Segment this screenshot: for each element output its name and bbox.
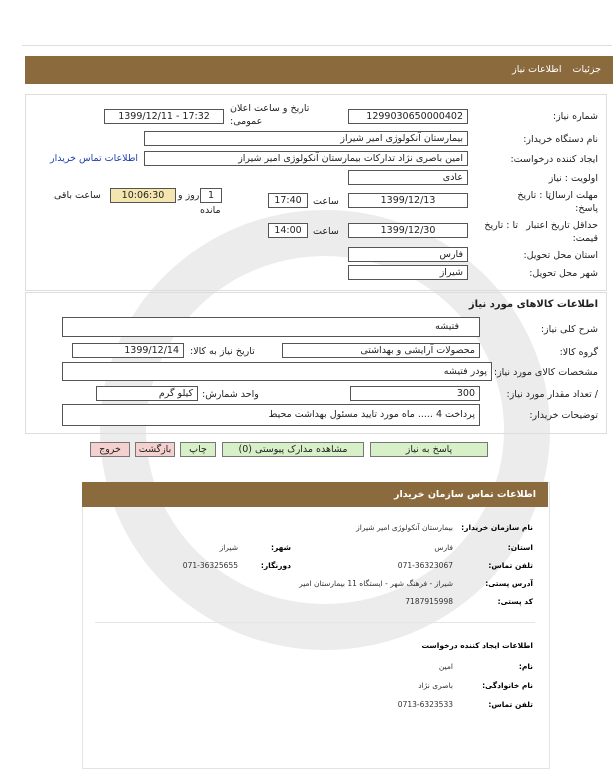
buyer-notes-field: پرداخت 4 ..... ماه مورد تایید مسئول بهداشت محیط	[62, 404, 480, 426]
card-city-value: شیراز	[219, 543, 238, 552]
exit-button[interactable]: خروج	[90, 442, 130, 457]
creator-phone-value: 0713-6323533	[397, 700, 453, 709]
city-label: شهر محل تحویل:	[529, 268, 598, 279]
print-button[interactable]: چاپ	[180, 442, 216, 457]
card-fax-label: دورنگار:	[260, 561, 291, 570]
card-province-value: فارس	[434, 543, 453, 552]
org-value: بیمارستان آنکولوژی امیر شیراز	[356, 523, 453, 532]
validity-time-field: 14:00	[268, 223, 308, 238]
breadcrumb-parent[interactable]: جزئیات	[572, 64, 601, 75]
card-address-label: آدرس پستی:	[485, 579, 533, 588]
buyer-notes-label: توضیحات خریدار:	[529, 410, 598, 421]
need-number-field: 1299030650000402	[348, 109, 468, 124]
validity-date-field: 1399/12/30	[348, 223, 468, 238]
top-rule	[22, 45, 612, 46]
priority-field: عادی	[348, 170, 468, 185]
breadcrumb-separator	[562, 64, 570, 75]
deadline-time-label: ساعت	[313, 196, 339, 207]
creator-name-value: امین	[438, 662, 453, 671]
contact-card-header	[82, 482, 548, 507]
buyer-org-field: بیمارستان آنکولوژی امیر شیراز	[144, 131, 468, 146]
breadcrumb-current: اطلاعات نیاز	[512, 64, 562, 75]
back-button[interactable]: بازگشت	[135, 442, 175, 457]
summary-label: شرح کلی نیاز:	[540, 324, 598, 335]
need-number-label: شماره نیاز:	[552, 111, 598, 122]
card-postal-value: 7187915998	[405, 597, 453, 606]
deadline-label-2: پاسخ:	[575, 203, 598, 214]
deadline-date-field: 1399/12/13	[348, 193, 468, 208]
announce-datetime-field: 1399/12/11 - 17:32	[104, 109, 224, 124]
validity-label-1: حداقل تاریخ اعتبار	[526, 220, 598, 231]
validity-label-2: قیمت:	[572, 233, 598, 244]
reply-button[interactable]: پاسخ به نیاز	[370, 442, 488, 457]
card-phone-value: 071-36323067	[397, 561, 453, 570]
announce-label-2: عمومی:	[230, 116, 263, 127]
deadline-time-field: 17:40	[268, 193, 308, 208]
card-address-value: شیراز - فرهنگ شهر - ایستگاه 11 بیمارستان امیر	[299, 579, 453, 588]
validity-time-label: ساعت	[313, 226, 339, 237]
org-label: نام سازمان خریدار:	[461, 523, 533, 532]
unit-field: کیلو گرم	[96, 386, 198, 401]
goods-section-title: اطلاعات کالاهای مورد نیاز	[468, 299, 598, 310]
card-province-label: استان:	[507, 543, 533, 552]
creator-name-label: نام:	[518, 662, 533, 671]
buyer-org-label: نام دستگاه خریدار:	[523, 134, 598, 145]
spec-label: مشخصات کالای مورد نیاز:	[493, 367, 598, 378]
creator-label: ایجاد کننده درخواست:	[510, 154, 598, 165]
remaining-day-word: روز و	[178, 190, 200, 201]
spec-field: پودر فتیشه	[62, 362, 492, 381]
province-label: استان محل تحویل:	[523, 250, 598, 261]
card-city-label: شهر:	[271, 543, 291, 552]
card-divider	[95, 622, 535, 623]
buyer-contact-link[interactable]: اطلاعات تماس خریدار	[50, 153, 139, 164]
contact-card-title: اطلاعات تماس سازمان خریدار	[393, 489, 536, 500]
header-bar	[25, 56, 613, 84]
validity-to-label: تا : تاریخ	[484, 220, 518, 231]
creator-section-title: اطلاعات ایجاد کننده درخواست	[421, 641, 533, 650]
creator-field: امین باصری نژاد تدارکات بیمارستان آنکولوژی امیر شیراز	[144, 151, 468, 166]
card-phone-label: تلفن تماس:	[488, 561, 533, 570]
remaining-suffix-2: مانده	[200, 205, 221, 216]
quantity-field: 300	[350, 386, 480, 401]
remaining-days-field: 1	[200, 188, 222, 203]
deadline-to-label: تا : تاریخ	[517, 190, 551, 201]
creator-family-value: باصری نژاد	[418, 681, 453, 690]
breadcrumb	[512, 64, 601, 75]
city-field: شیراز	[348, 265, 468, 280]
attachments-button[interactable]: مشاهده مدارک پیوستی (0)	[222, 442, 364, 457]
need-date-label: تاریخ نیاز به کالا:	[190, 346, 255, 357]
summary-field: فتیشه	[62, 317, 480, 337]
group-field: محصولات آرایشی و بهداشتی	[282, 343, 480, 358]
need-date-field: 1399/12/14	[72, 343, 184, 358]
quantity-label: / تعداد مقدار مورد نیاز:	[506, 389, 598, 400]
card-postal-label: کد پستی:	[497, 597, 533, 606]
card-fax-value: 071-36325655	[182, 561, 238, 570]
announce-label-1: تاریخ و ساعت اعلان	[230, 103, 310, 114]
creator-family-label: نام خانوادگی:	[482, 681, 533, 690]
remaining-time-field: 10:06:30	[110, 188, 176, 203]
group-label: گروه کالا:	[559, 347, 598, 358]
priority-label: اولویت : نیاز	[548, 173, 598, 184]
remaining-suffix: ساعت باقی	[54, 190, 101, 201]
province-field: فارس	[348, 247, 468, 262]
deadline-label-1: مهلت ارسال	[548, 190, 598, 201]
unit-label: واحد شمارش:	[202, 389, 259, 400]
creator-phone-label: تلفن تماس:	[488, 700, 533, 709]
